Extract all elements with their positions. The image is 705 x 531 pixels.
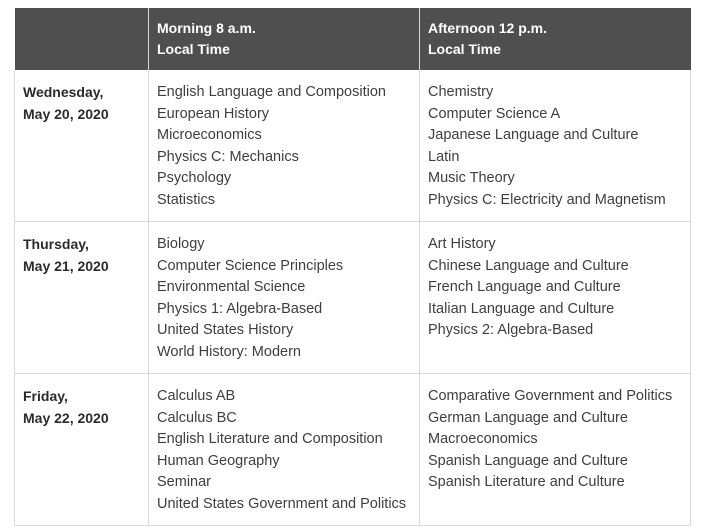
exam-item: Italian Language and Culture — [428, 300, 615, 317]
exam-item: United States Government and Politics — [157, 495, 407, 512]
exam-item: Psychology — [157, 170, 232, 187]
header-afternoon-cell — [420, 8, 691, 70]
exam-item: Japanese Language and Culture — [428, 127, 639, 144]
exam-item: Physics C: Mechanics — [157, 148, 299, 165]
exam-item: Biology — [157, 236, 205, 252]
morning-exams-cell — [149, 374, 420, 526]
afternoon-exams-cell — [420, 222, 691, 374]
header-morning-time: Morning 8 a.m. — [157, 20, 256, 36]
exam-item: Physics C: Electricity and Magnetism — [428, 191, 666, 208]
exam-item: German Language and Culture — [428, 409, 628, 426]
exam-item: Computer Science Principles — [157, 257, 344, 274]
exam-item: World History: Modern — [157, 343, 301, 360]
exam-item: Physics 1: Algebra-Based — [157, 300, 323, 317]
exam-schedule-table — [14, 8, 691, 526]
morning-exams-cell — [149, 70, 420, 222]
day-cell — [15, 374, 149, 526]
exam-item: French Language and Culture — [428, 279, 621, 296]
exam-item: Microeconomics — [157, 127, 262, 144]
exam-item: European History — [157, 105, 270, 122]
exam-item: Calculus BC — [157, 409, 237, 426]
header-afternoon-time: Afternoon 12 p.m. — [428, 20, 548, 36]
exam-item: Macroeconomics — [428, 431, 538, 448]
exam-item: Music Theory — [428, 170, 515, 187]
table-row — [15, 374, 691, 526]
header-morning-cell — [149, 8, 420, 70]
day-date: May 22, 2020 — [23, 409, 109, 426]
afternoon-exams-cell — [420, 374, 691, 526]
afternoon-exams-cell — [420, 70, 691, 222]
day-name: Friday, — [23, 388, 68, 404]
exam-item: Computer Science A — [428, 105, 561, 122]
day-name: Thursday, — [23, 236, 89, 252]
day-name: Wednesday, — [23, 84, 104, 100]
exam-item: United States History — [157, 322, 294, 339]
table-row — [15, 222, 691, 374]
exam-item: Comparative Government and Politics — [428, 388, 673, 404]
exam-item: Spanish Literature and Culture — [428, 474, 625, 491]
header-row — [15, 8, 691, 70]
day-cell — [15, 222, 149, 374]
day-date: May 20, 2020 — [23, 105, 109, 122]
exam-item: English Literature and Composition — [157, 431, 383, 448]
header-afternoon-local: Local Time — [428, 41, 501, 57]
exam-item: Latin — [428, 148, 460, 165]
exam-item: Environmental Science — [157, 279, 306, 296]
exam-item: Physics 2: Algebra-Based — [428, 322, 594, 339]
morning-exams-cell — [149, 222, 420, 374]
exam-item: Art History — [428, 236, 496, 252]
exam-item: English Language and Composition — [157, 84, 386, 100]
exam-item: Calculus AB — [157, 388, 236, 404]
exam-item: Statistics — [157, 191, 216, 208]
exam-item: Human Geography — [157, 452, 280, 469]
day-cell — [15, 70, 149, 222]
exam-item: Chinese Language and Culture — [428, 257, 629, 274]
table-row — [15, 70, 691, 222]
exam-item: Seminar — [157, 474, 211, 491]
header-morning-local: Local Time — [157, 41, 230, 57]
header-day-cell — [15, 8, 149, 70]
exam-item: Chemistry — [428, 84, 494, 100]
day-date: May 21, 2020 — [23, 257, 109, 274]
exam-item: Spanish Language and Culture — [428, 452, 628, 469]
